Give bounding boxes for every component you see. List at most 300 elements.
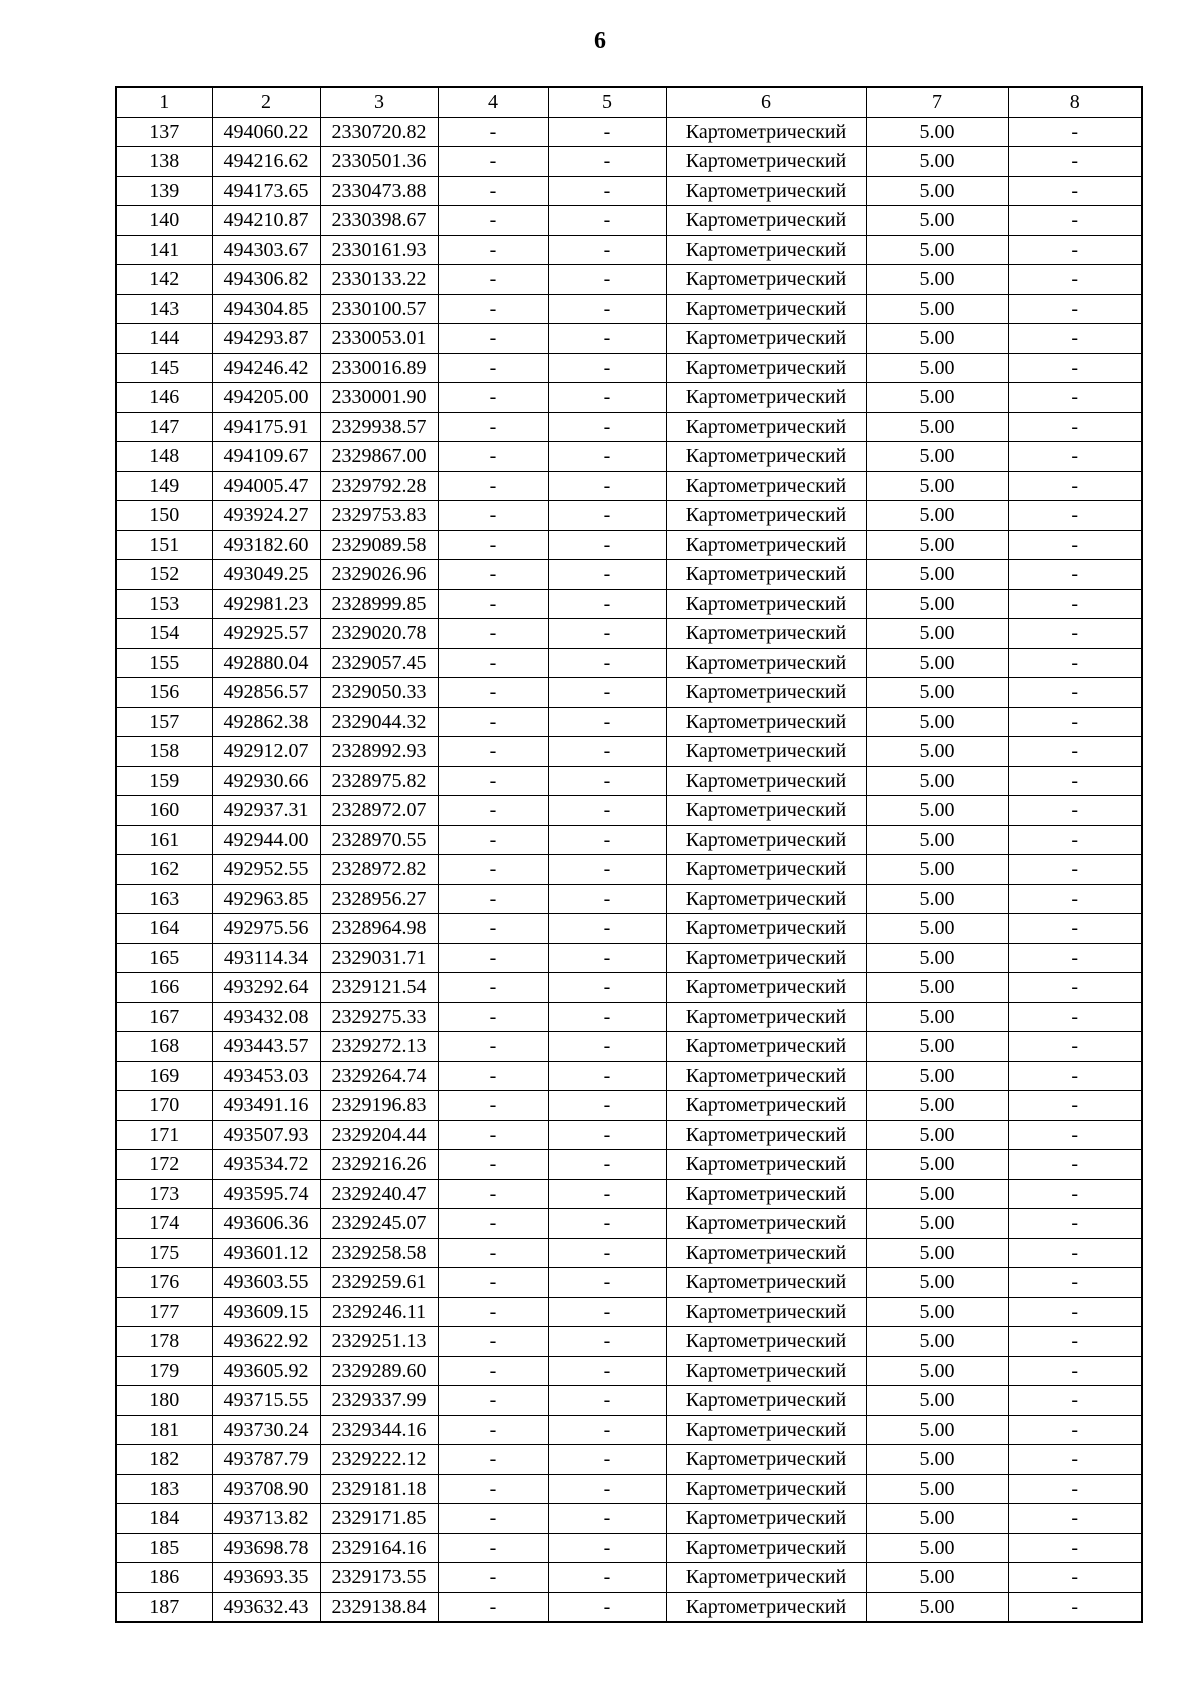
table-cell: Картометрический	[666, 589, 866, 619]
table-cell: 5.00	[866, 1504, 1008, 1534]
table-row	[116, 678, 1142, 708]
table-cell: 169	[116, 1061, 212, 1091]
table-cell: 492925.57	[212, 619, 320, 649]
table-cell: Картометрический	[666, 1179, 866, 1209]
table-cell: 493601.12	[212, 1238, 320, 1268]
table-cell: -	[438, 973, 548, 1003]
table-cell: 5.00	[866, 324, 1008, 354]
table-cell: -	[1008, 914, 1142, 944]
table-row	[116, 530, 1142, 560]
table-cell: 493730.24	[212, 1415, 320, 1445]
table-cell: 5.00	[866, 1563, 1008, 1593]
table-cell: 5.00	[866, 914, 1008, 944]
table-cell: -	[1008, 1179, 1142, 1209]
table-row	[116, 501, 1142, 531]
table-cell: 5.00	[866, 442, 1008, 472]
table-cell: Картометрический	[666, 737, 866, 767]
table-cell: 492952.55	[212, 855, 320, 885]
table-cell: -	[438, 176, 548, 206]
table-cell: -	[438, 855, 548, 885]
table-cell: 2330001.90	[320, 383, 438, 413]
table-row	[116, 737, 1142, 767]
table-row	[116, 560, 1142, 590]
coordinates-table	[115, 86, 1143, 1623]
table-cell: -	[548, 1563, 666, 1593]
table-cell: 144	[116, 324, 212, 354]
table-cell: Картометрический	[666, 501, 866, 531]
table-cell: 2329216.26	[320, 1150, 438, 1180]
table-cell: 494293.87	[212, 324, 320, 354]
table-cell: 5.00	[866, 796, 1008, 826]
table-row	[116, 825, 1142, 855]
table-cell: -	[1008, 471, 1142, 501]
table-cell: -	[1008, 265, 1142, 295]
table-cell: Картометрический	[666, 1061, 866, 1091]
table-row	[116, 1179, 1142, 1209]
table-cell: Картометрический	[666, 206, 866, 236]
column-header-1: 1	[116, 87, 212, 117]
table-cell: 2329031.71	[320, 943, 438, 973]
table-cell: -	[548, 1032, 666, 1062]
table-cell: -	[1008, 1297, 1142, 1327]
table-cell: -	[548, 1268, 666, 1298]
table-cell: 180	[116, 1386, 212, 1416]
table-cell: Картометрический	[666, 619, 866, 649]
table-cell: -	[548, 1474, 666, 1504]
table-cell: 493713.82	[212, 1504, 320, 1534]
table-cell: 5.00	[866, 117, 1008, 147]
table-cell: -	[1008, 412, 1142, 442]
table-cell: 492975.56	[212, 914, 320, 944]
table-cell: 5.00	[866, 501, 1008, 531]
table-cell: -	[548, 737, 666, 767]
table-cell: Картометрический	[666, 1150, 866, 1180]
table-row	[116, 412, 1142, 442]
table-cell: -	[1008, 530, 1142, 560]
table-cell: 142	[116, 265, 212, 295]
table-cell: 2329245.07	[320, 1209, 438, 1239]
table-cell: 2329792.28	[320, 471, 438, 501]
table-cell: 150	[116, 501, 212, 531]
table-cell: 493715.55	[212, 1386, 320, 1416]
table-cell: -	[548, 1592, 666, 1622]
table-cell: -	[548, 412, 666, 442]
table-cell: 2329020.78	[320, 619, 438, 649]
table-cell: -	[438, 1386, 548, 1416]
table-row	[116, 1150, 1142, 1180]
table-cell: Картометрический	[666, 353, 866, 383]
table-cell: -	[438, 1504, 548, 1534]
table-cell: -	[438, 324, 548, 354]
table-cell: 2329026.96	[320, 560, 438, 590]
table-cell: 493603.55	[212, 1268, 320, 1298]
table-cell: -	[438, 1238, 548, 1268]
table-cell: -	[438, 1356, 548, 1386]
table-row	[116, 1474, 1142, 1504]
table-cell: 147	[116, 412, 212, 442]
table-cell: 492930.66	[212, 766, 320, 796]
table-row	[116, 589, 1142, 619]
table-cell: -	[548, 1504, 666, 1534]
table-row	[116, 353, 1142, 383]
table-cell: -	[548, 147, 666, 177]
table-cell: -	[438, 1209, 548, 1239]
table-cell: 152	[116, 560, 212, 590]
table-cell: 493595.74	[212, 1179, 320, 1209]
table-cell: 146	[116, 383, 212, 413]
table-cell: -	[1008, 1150, 1142, 1180]
table-cell: 5.00	[866, 353, 1008, 383]
table-cell: 168	[116, 1032, 212, 1062]
table-cell: -	[1008, 235, 1142, 265]
table-row	[116, 1032, 1142, 1062]
table-cell: -	[438, 294, 548, 324]
table-cell: -	[1008, 943, 1142, 973]
table-cell: 5.00	[866, 206, 1008, 236]
table-cell: -	[1008, 1592, 1142, 1622]
table-cell: 5.00	[866, 855, 1008, 885]
table-cell: 2329044.32	[320, 707, 438, 737]
table-cell: 493622.92	[212, 1327, 320, 1357]
table-cell: Картометрический	[666, 766, 866, 796]
table-row	[116, 294, 1142, 324]
table-cell: Картометрический	[666, 471, 866, 501]
table-cell: Картометрический	[666, 943, 866, 973]
table-cell: -	[438, 619, 548, 649]
table-cell: 181	[116, 1415, 212, 1445]
table-cell: -	[548, 117, 666, 147]
table-cell: 5.00	[866, 1386, 1008, 1416]
table-cell: 2329057.45	[320, 648, 438, 678]
table-cell: 494005.47	[212, 471, 320, 501]
table-cell: -	[548, 678, 666, 708]
table-cell: 187	[116, 1592, 212, 1622]
table-cell: -	[548, 294, 666, 324]
table-cell: Картометрический	[666, 1002, 866, 1032]
table-cell: -	[1008, 1061, 1142, 1091]
table-cell: Картометрический	[666, 1386, 866, 1416]
table-cell: -	[548, 1533, 666, 1563]
table-cell: 2330100.57	[320, 294, 438, 324]
table-row	[116, 1415, 1142, 1445]
table-cell: 2329181.18	[320, 1474, 438, 1504]
table-cell: Картометрический	[666, 1209, 866, 1239]
table-cell: 143	[116, 294, 212, 324]
table-cell: -	[438, 1563, 548, 1593]
table-cell: -	[438, 1091, 548, 1121]
table-cell: -	[1008, 884, 1142, 914]
table-cell: -	[438, 1327, 548, 1357]
table-cell: -	[548, 1061, 666, 1091]
table-cell: -	[438, 1297, 548, 1327]
table-cell: -	[1008, 825, 1142, 855]
table-cell: Картометрический	[666, 1297, 866, 1327]
table-cell: 2330016.89	[320, 353, 438, 383]
table-cell: 2329222.12	[320, 1445, 438, 1475]
table-row	[116, 1120, 1142, 1150]
table-cell: -	[548, 1120, 666, 1150]
table-cell: -	[1008, 117, 1142, 147]
page-number: 6	[594, 28, 606, 54]
table-cell: 175	[116, 1238, 212, 1268]
table-cell: -	[438, 1474, 548, 1504]
table-cell: -	[438, 943, 548, 973]
table-cell: 2330501.36	[320, 147, 438, 177]
table-cell: 2328975.82	[320, 766, 438, 796]
table-cell: -	[1008, 442, 1142, 472]
table-cell: -	[1008, 855, 1142, 885]
column-header-8: 8	[1008, 87, 1142, 117]
table-cell: Картометрический	[666, 1268, 866, 1298]
table-cell: 2329938.57	[320, 412, 438, 442]
table-cell: 2329337.99	[320, 1386, 438, 1416]
table-cell: -	[438, 353, 548, 383]
table-cell: 494060.22	[212, 117, 320, 147]
table-cell: Картометрический	[666, 678, 866, 708]
table-cell: 2329264.74	[320, 1061, 438, 1091]
table-cell: 170	[116, 1091, 212, 1121]
table-cell: -	[1008, 1032, 1142, 1062]
table-cell: -	[438, 383, 548, 413]
table-cell: 141	[116, 235, 212, 265]
table-cell: -	[548, 1091, 666, 1121]
table-row	[116, 943, 1142, 973]
table-row	[116, 1091, 1142, 1121]
table-row	[116, 1445, 1142, 1475]
table-cell: -	[1008, 1002, 1142, 1032]
table-cell: 162	[116, 855, 212, 885]
table-cell: 5.00	[866, 265, 1008, 295]
table-cell: -	[548, 973, 666, 1003]
table-cell: 494246.42	[212, 353, 320, 383]
table-row	[116, 648, 1142, 678]
table-cell: -	[548, 1209, 666, 1239]
table-cell: 5.00	[866, 1415, 1008, 1445]
table-cell: 493491.16	[212, 1091, 320, 1121]
table-cell: 163	[116, 884, 212, 914]
table-row	[116, 766, 1142, 796]
table-row	[116, 855, 1142, 885]
table-row	[116, 117, 1142, 147]
table-cell: 493787.79	[212, 1445, 320, 1475]
table-cell: 158	[116, 737, 212, 767]
table-cell: Картометрический	[666, 1327, 866, 1357]
table-cell: 493507.93	[212, 1120, 320, 1150]
table-cell: -	[438, 884, 548, 914]
table-cell: -	[548, 1386, 666, 1416]
table-cell: 492944.00	[212, 825, 320, 855]
table-cell: 5.00	[866, 884, 1008, 914]
table-cell: -	[548, 855, 666, 885]
table-cell: 176	[116, 1268, 212, 1298]
table-cell: 2330133.22	[320, 265, 438, 295]
table-cell: 178	[116, 1327, 212, 1357]
table-cell: 494303.67	[212, 235, 320, 265]
table-cell: -	[548, 235, 666, 265]
table-cell: -	[1008, 1120, 1142, 1150]
table-cell: 2329204.44	[320, 1120, 438, 1150]
table-cell: Картометрический	[666, 147, 866, 177]
table-cell: 493453.03	[212, 1061, 320, 1091]
table-cell: -	[438, 648, 548, 678]
table-cell: Картометрический	[666, 707, 866, 737]
table-cell: -	[548, 943, 666, 973]
table-cell: 5.00	[866, 1032, 1008, 1062]
table-cell: -	[438, 707, 548, 737]
table-cell: -	[1008, 560, 1142, 590]
table-cell: Картометрический	[666, 796, 866, 826]
table-cell: -	[1008, 1327, 1142, 1357]
table-cell: 184	[116, 1504, 212, 1534]
table-cell: -	[438, 1445, 548, 1475]
table-cell: Картометрический	[666, 530, 866, 560]
table-cell: 137	[116, 117, 212, 147]
table-cell: -	[548, 530, 666, 560]
table-row	[116, 796, 1142, 826]
table-cell: -	[438, 235, 548, 265]
table-cell: 2328956.27	[320, 884, 438, 914]
table-cell: 5.00	[866, 1592, 1008, 1622]
table-row	[116, 884, 1142, 914]
table-cell: 153	[116, 589, 212, 619]
table-row	[116, 619, 1142, 649]
table-cell: 493049.25	[212, 560, 320, 590]
table-cell: 2330398.67	[320, 206, 438, 236]
table-cell: -	[438, 1002, 548, 1032]
table-cell: -	[1008, 796, 1142, 826]
table-row	[116, 1061, 1142, 1091]
table-cell: -	[438, 1032, 548, 1062]
table-cell: 5.00	[866, 707, 1008, 737]
table-row	[116, 324, 1142, 354]
table-cell: -	[438, 1120, 548, 1150]
table-cell: -	[548, 501, 666, 531]
table-row	[116, 1268, 1142, 1298]
table-cell: 5.00	[866, 176, 1008, 206]
table-cell: 154	[116, 619, 212, 649]
table-cell: -	[548, 442, 666, 472]
table-cell: -	[548, 383, 666, 413]
table-cell: -	[1008, 678, 1142, 708]
table-cell: 494205.00	[212, 383, 320, 413]
table-cell: 2329867.00	[320, 442, 438, 472]
table-cell: 494173.65	[212, 176, 320, 206]
table-cell: 5.00	[866, 619, 1008, 649]
table-cell: -	[438, 530, 548, 560]
table-row	[116, 1002, 1142, 1032]
table-cell: 2329258.58	[320, 1238, 438, 1268]
table-cell: -	[1008, 589, 1142, 619]
table-cell: -	[1008, 766, 1142, 796]
table-cell: Картометрический	[666, 1120, 866, 1150]
table-cell: -	[438, 1150, 548, 1180]
table-cell: -	[438, 501, 548, 531]
table-cell: -	[1008, 353, 1142, 383]
table-cell: 2329259.61	[320, 1268, 438, 1298]
table-cell: -	[548, 1002, 666, 1032]
table-cell: 5.00	[866, 147, 1008, 177]
table-cell: -	[548, 206, 666, 236]
table-cell: 493443.57	[212, 1032, 320, 1062]
table-cell: 492937.31	[212, 796, 320, 826]
table-cell: 493292.64	[212, 973, 320, 1003]
table-cell: -	[548, 589, 666, 619]
table-cell: -	[548, 707, 666, 737]
column-header-4: 4	[438, 87, 548, 117]
table-row	[116, 147, 1142, 177]
table-cell: -	[548, 324, 666, 354]
table-cell: -	[548, 1415, 666, 1445]
table-cell: -	[438, 265, 548, 295]
table-row	[116, 383, 1142, 413]
table-cell: 5.00	[866, 235, 1008, 265]
table-cell: 5.00	[866, 678, 1008, 708]
table-cell: 492963.85	[212, 884, 320, 914]
table-row	[116, 176, 1142, 206]
table-cell: 492912.07	[212, 737, 320, 767]
table-cell: Картометрический	[666, 1445, 866, 1475]
table-row	[116, 1533, 1142, 1563]
table-cell: 493114.34	[212, 943, 320, 973]
table-cell: 177	[116, 1297, 212, 1327]
table-cell: 165	[116, 943, 212, 973]
table-row	[116, 442, 1142, 472]
table-cell: -	[438, 737, 548, 767]
table-cell: 2330161.93	[320, 235, 438, 265]
table-cell: 493924.27	[212, 501, 320, 531]
table-cell: -	[548, 796, 666, 826]
table-row	[116, 1356, 1142, 1386]
table-cell: 493708.90	[212, 1474, 320, 1504]
table-cell: 5.00	[866, 1209, 1008, 1239]
table-cell: -	[548, 1179, 666, 1209]
table-cell: 494210.87	[212, 206, 320, 236]
table-cell: 5.00	[866, 471, 1008, 501]
table-cell: 494109.67	[212, 442, 320, 472]
table-cell: -	[438, 1268, 548, 1298]
table-cell: 183	[116, 1474, 212, 1504]
table-cell: -	[438, 442, 548, 472]
table-cell: -	[438, 1061, 548, 1091]
table-cell: 5.00	[866, 1327, 1008, 1357]
table-cell: Картометрический	[666, 855, 866, 885]
table-cell: 156	[116, 678, 212, 708]
table-cell: -	[548, 825, 666, 855]
table-cell: -	[548, 353, 666, 383]
table-cell: -	[1008, 1474, 1142, 1504]
column-header-5: 5	[548, 87, 666, 117]
table-cell: 493609.15	[212, 1297, 320, 1327]
table-cell: 2328992.93	[320, 737, 438, 767]
table-cell: 5.00	[866, 1061, 1008, 1091]
table-row	[116, 973, 1142, 1003]
table-cell: 2330473.88	[320, 176, 438, 206]
table-cell: -	[1008, 206, 1142, 236]
table-cell: -	[548, 619, 666, 649]
table-cell: 2329050.33	[320, 678, 438, 708]
table-cell: -	[548, 1356, 666, 1386]
table-row	[116, 471, 1142, 501]
column-header-3: 3	[320, 87, 438, 117]
table-cell: 151	[116, 530, 212, 560]
table-cell: 5.00	[866, 383, 1008, 413]
table-row	[116, 1297, 1142, 1327]
table-cell: 186	[116, 1563, 212, 1593]
table-cell: 2330720.82	[320, 117, 438, 147]
table-cell: 2329275.33	[320, 1002, 438, 1032]
table-cell: 5.00	[866, 1533, 1008, 1563]
table-cell: -	[438, 206, 548, 236]
